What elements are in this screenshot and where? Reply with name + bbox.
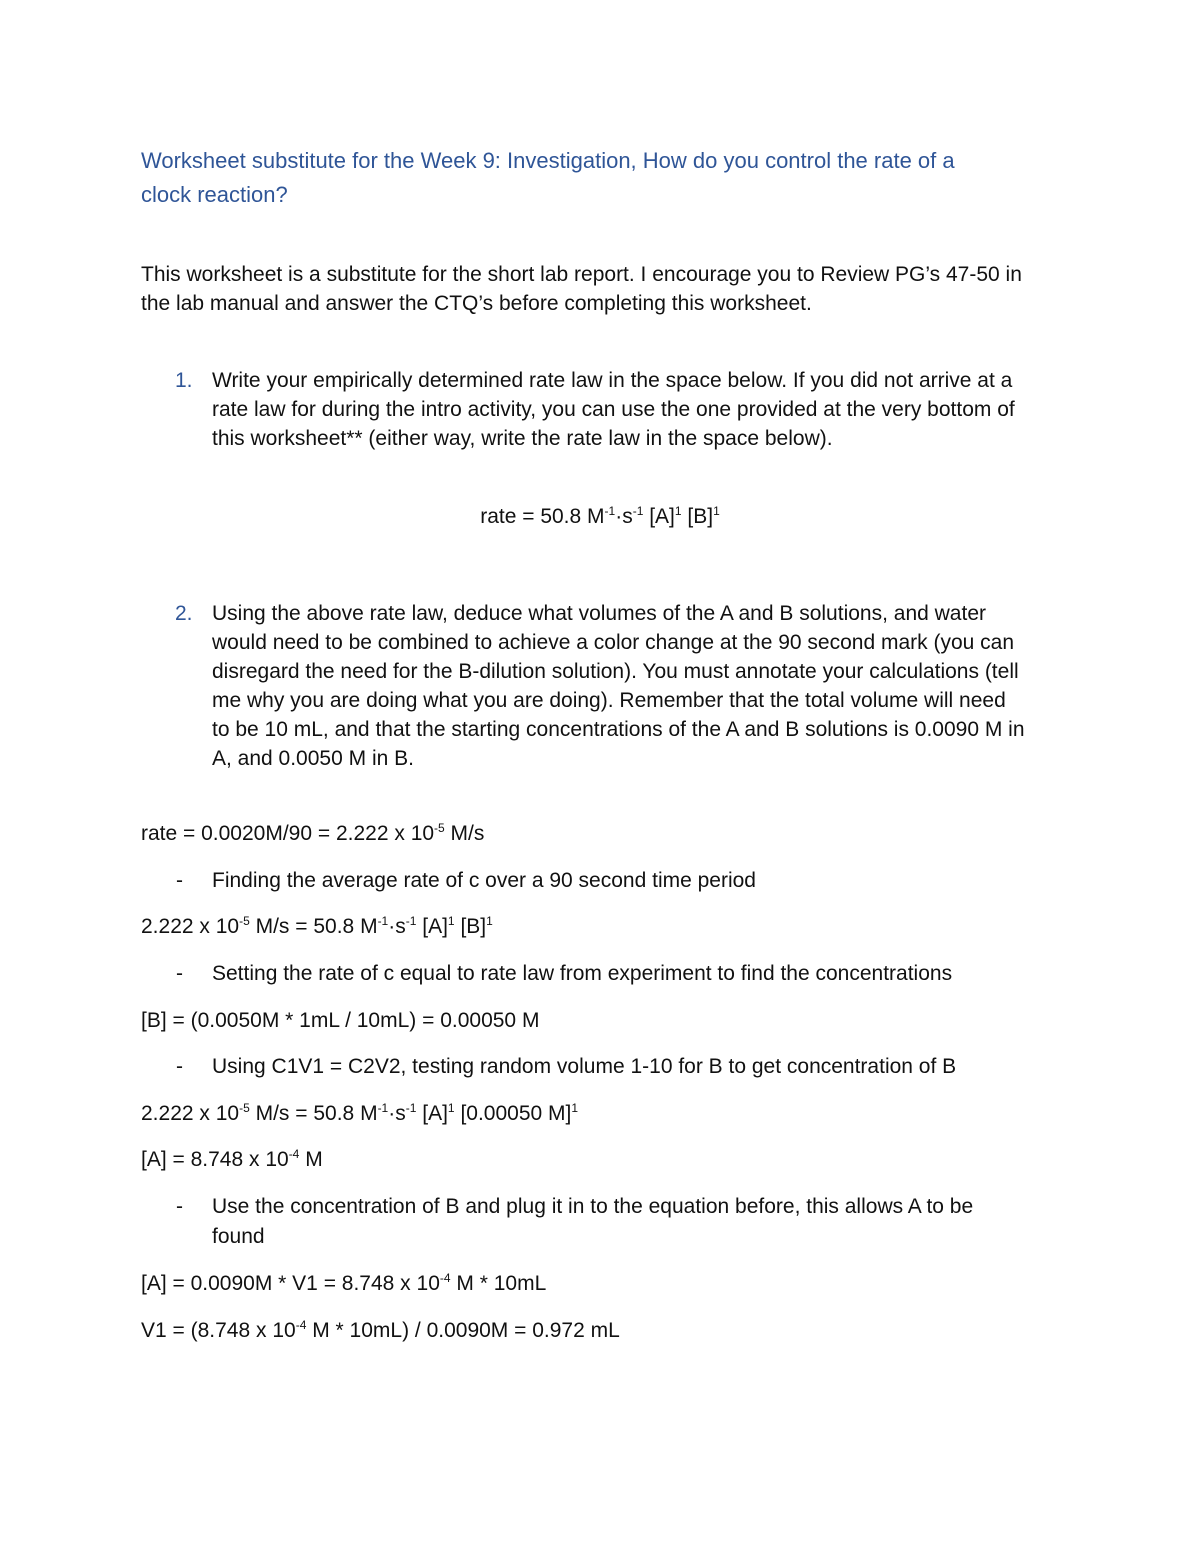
v1-equation <box>141 1269 546 1299</box>
eq2-b: [B] <box>454 915 487 938</box>
a-concentration-equation <box>141 1145 323 1175</box>
question-1-line-2: rate law for during the intro activity, you can use the one provided at the very bottom of <box>212 398 1015 421</box>
v1-eq-suffix: M * 10mL <box>450 1272 547 1295</box>
average-rate-equation <box>141 819 484 849</box>
v1-result-exp: -4 <box>295 1318 307 1332</box>
b-concentration-equation: [B] = (0.0050M * 1mL / 10mL) = 0.00050 M <box>141 1009 540 1032</box>
question-1-line-3: this worksheet** (either way, write the rate law in the space below). <box>212 427 833 450</box>
a-conc-exp: -4 <box>288 1147 300 1161</box>
eq3-exp-b: 1 <box>571 1101 579 1115</box>
question-1-line-1: Write your empirically determined rate law in the space below. If you did not arrive at a <box>212 369 1013 392</box>
eq2-exp-a: 1 <box>447 914 455 928</box>
eq2-mid: M/s = 50.8 M <box>249 915 378 938</box>
eq2-prefix: 2.222 x 10 <box>141 915 240 938</box>
eq3-exp: -5 <box>239 1101 250 1115</box>
v1-eq-exp: -4 <box>439 1271 451 1285</box>
v1-result-suffix: M * 10mL) / 0.0090M = 0.972 mL <box>306 1319 620 1342</box>
question-1-number: 1. <box>175 369 193 392</box>
eq2-exp: -5 <box>239 914 250 928</box>
note-4-line-1: Use the concentration of B and plug it in to the equation before, this allows A to be <box>212 1195 974 1218</box>
note-4-dash: - <box>176 1195 183 1218</box>
eq3-exp-s: -1 <box>405 1101 417 1115</box>
intro-line-2: the lab manual and answer the CTQ’s before completing this worksheet. <box>141 292 812 315</box>
rate-law-exp-m: -1 <box>604 504 616 518</box>
eq2-exp-m: -1 <box>377 914 389 928</box>
intro-line-1: This worksheet is a substitute for the short lab report. I encourage you to Review PG’s 47-50 in <box>141 263 1022 286</box>
eq3-mid: M/s = 50.8 M <box>249 1102 378 1125</box>
question-2-line-2: would need to be combined to achieve a color change at the 90 second mark (you can <box>212 631 1015 654</box>
rate-law-exp-a: 1 <box>674 504 682 518</box>
note-4-line-2: found <box>212 1225 265 1248</box>
question-2-number: 2. <box>175 602 193 625</box>
rate-law-exp-b: 1 <box>713 504 720 518</box>
rate-law-a: [A] <box>643 505 675 528</box>
rate-equality-equation <box>141 912 493 942</box>
average-rate-suffix: M/s <box>444 822 485 845</box>
rate-law-prefix: rate = 50.8 M <box>480 505 605 528</box>
a-conc-suffix: M <box>299 1148 323 1171</box>
v1-eq-prefix: [A] = 0.0090M * V1 = 8.748 x 10 <box>141 1272 440 1295</box>
note-1: Finding the average rate of c over a 90 second time period <box>212 869 756 892</box>
note-2: Setting the rate of c equal to rate law from experiment to find the concentrations <box>212 962 953 985</box>
note-3-dash: - <box>176 1055 183 1078</box>
eq2-exp-b: 1 <box>486 914 493 928</box>
question-2-line-4: me why you are doing what you are doing). Remember that the total volume will need <box>212 689 1006 712</box>
average-rate-exp: -5 <box>434 821 445 835</box>
average-rate-prefix: rate = 0.0020M/90 = 2.222 x 10 <box>141 822 435 845</box>
note-1-dash: - <box>176 869 183 892</box>
a-conc-prefix: [A] = 8.748 x 10 <box>141 1148 289 1171</box>
eq3-a: [A] <box>416 1102 448 1125</box>
question-2-line-6: A, and 0.0050 M in B. <box>212 747 414 770</box>
rate-law-s: ·s <box>615 505 633 528</box>
question-2-line-1: Using the above rate law, deduce what volumes of the A and B solutions, and water <box>212 602 986 625</box>
title-line-2: clock reaction? <box>141 182 288 207</box>
rate-law-b: [B] <box>681 505 714 528</box>
eq2-s: ·s <box>388 915 406 938</box>
question-2-line-5: to be 10 mL, and that the starting concentrations of the A and B solutions is 0.0090 M in <box>212 718 1025 741</box>
v1-result-equation <box>141 1316 620 1346</box>
eq3-prefix: 2.222 x 10 <box>141 1102 240 1125</box>
note-3: Using C1V1 = C2V2, testing random volume 1-10 for B to get concentration of B <box>212 1055 957 1078</box>
question-2-line-3: disregard the need for the B-dilution solution). You must annotate your calculations (tell <box>212 660 1019 683</box>
rate-law-equation <box>0 502 1200 532</box>
v1-result-prefix: V1 = (8.748 x 10 <box>141 1319 296 1342</box>
eq2-exp-s: -1 <box>405 914 417 928</box>
note-2-dash: - <box>176 962 183 985</box>
rate-law-exp-s: -1 <box>632 504 644 518</box>
eq3-exp-m: -1 <box>377 1101 389 1115</box>
eq3-exp-a: 1 <box>447 1101 455 1115</box>
substituted-rate-equation <box>141 1099 578 1129</box>
eq3-s: ·s <box>388 1102 406 1125</box>
eq2-a: [A] <box>416 915 448 938</box>
eq3-b: [0.00050 M] <box>454 1102 572 1125</box>
title-line-1: Worksheet substitute for the Week 9: Investigation, How do you control the rate of a <box>141 148 955 173</box>
